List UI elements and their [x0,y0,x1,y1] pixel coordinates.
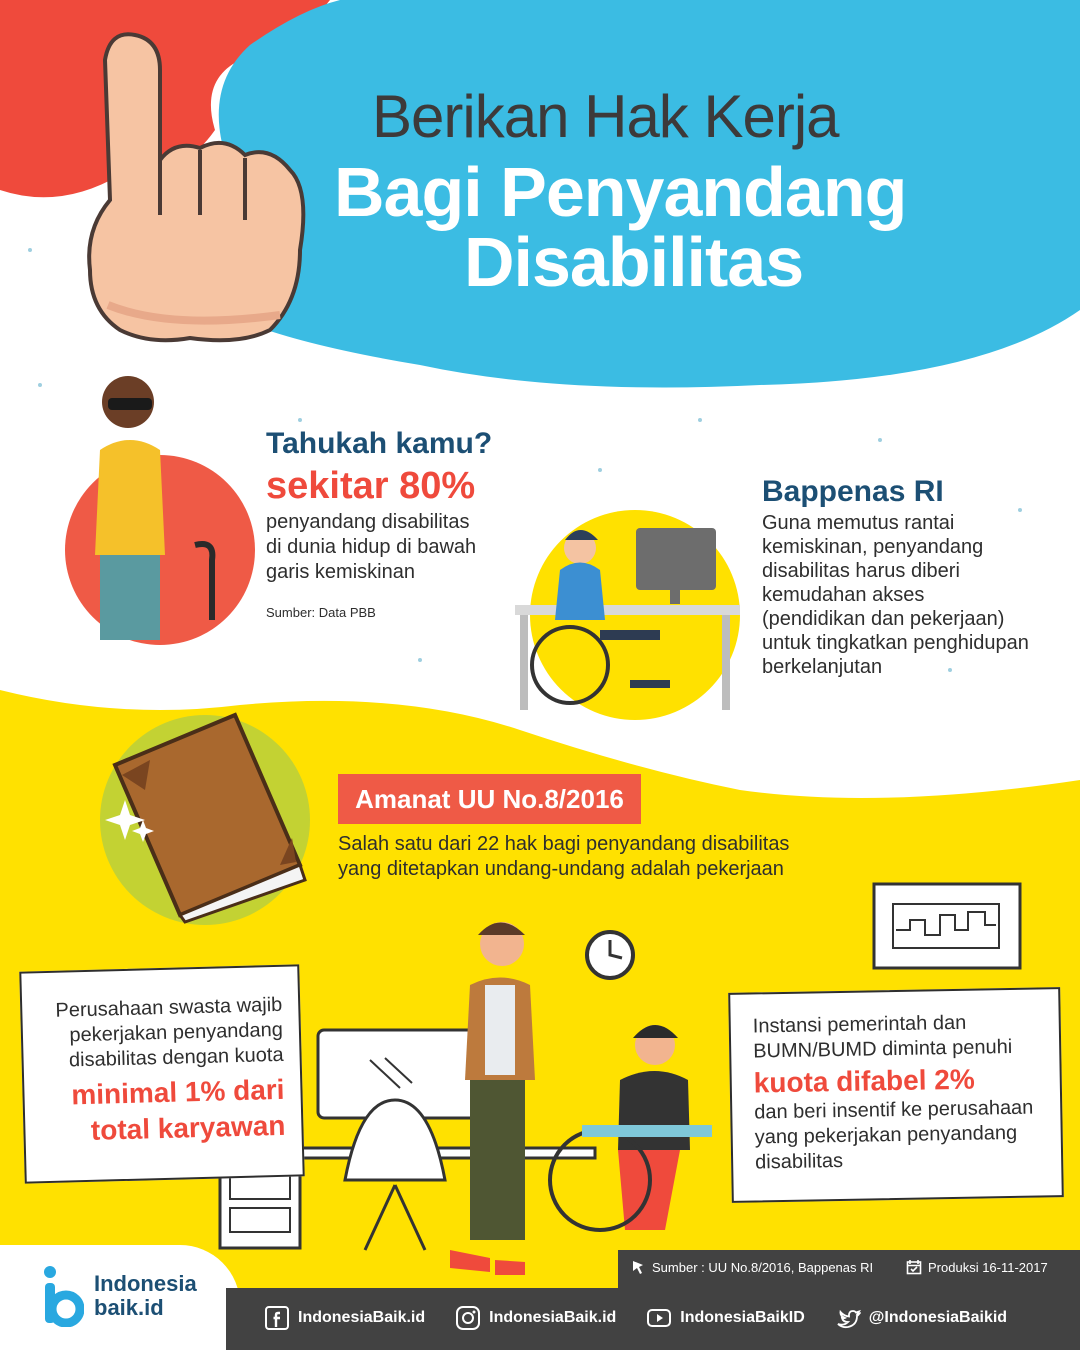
calendar-icon [906,1259,922,1275]
government-body: dan beri insentif ke perusahaan yang pekerjakan penyandang disabilitas [754,1096,1034,1174]
private-company-text: Perusahaan swasta wajib pekerjakan penyandang disabilitas dengan kuota [55,993,284,1072]
footer-produksi: Produksi 16-11-2017 [906,1259,1048,1275]
youtube-icon [646,1305,672,1331]
private-company-quota: minimal 1% dari total karyawan [70,1073,286,1146]
fact-poverty [266,427,492,620]
social-youtube[interactable]: IndonesiaBaikID [646,1305,804,1331]
bappenas-body: Guna memutus rantai kemiskinan, penyandang disabilitas harus diberi kemudahan akses (pendidikan dan pekerjaan) untuk tingkatkan penghidupan berkelanjutan [762,512,1029,678]
pin-icon [630,1259,646,1275]
twitter-icon [835,1305,861,1331]
fact-highlight: sekitar 80% [266,465,476,507]
amanat-body: Salah satu dari 22 hak bagi penyandang disabilitas yang ditetapkan undang-undang adalah pekerjaan [338,833,790,880]
title-line-3: Disabilitas [464,223,804,301]
footer-source: Sumber : UU No.8/2016, Bappenas RI [630,1259,873,1275]
amanat-label-box [338,774,641,824]
title-line-1: Berikan Hak Kerja [372,83,839,150]
indonesiabaik-logo[interactable] [42,1265,197,1327]
wall-chart-illustration [874,884,1020,968]
instagram-icon [455,1305,481,1331]
amanat-label: Amanat UU No.8/2016 [355,783,624,814]
facebook-icon [264,1305,290,1331]
logo-wordmark: Indonesia baik.id [94,1271,197,1320]
fact-bappenas [762,475,1029,679]
clock-icon [587,932,633,978]
private-company-card [19,964,304,1183]
government-card [728,987,1064,1203]
government-quota: kuota difabel 2% [753,1063,975,1099]
fact-heading: Tahukah kamu? [266,427,493,460]
bappenas-heading: Bappenas RI [762,475,944,508]
social-links [264,1305,1007,1331]
logo-mark-icon [42,1265,84,1327]
fact-source: Sumber: Data PBB [266,605,376,620]
government-intro: Instansi pemerintah dan BUMN/BUMD diminta penuhi [752,1011,1013,1063]
fact-body: penyandang disabilitas di dunia hidup di bawah garis kemiskinan [266,511,477,583]
social-facebook[interactable]: IndonesiaBaik.id [264,1305,425,1331]
social-instagram[interactable]: IndonesiaBaik.id [455,1305,616,1331]
social-twitter[interactable]: @IndonesiaBaikid [835,1305,1007,1331]
title-line-2: Bagi Penyandang [334,153,907,231]
